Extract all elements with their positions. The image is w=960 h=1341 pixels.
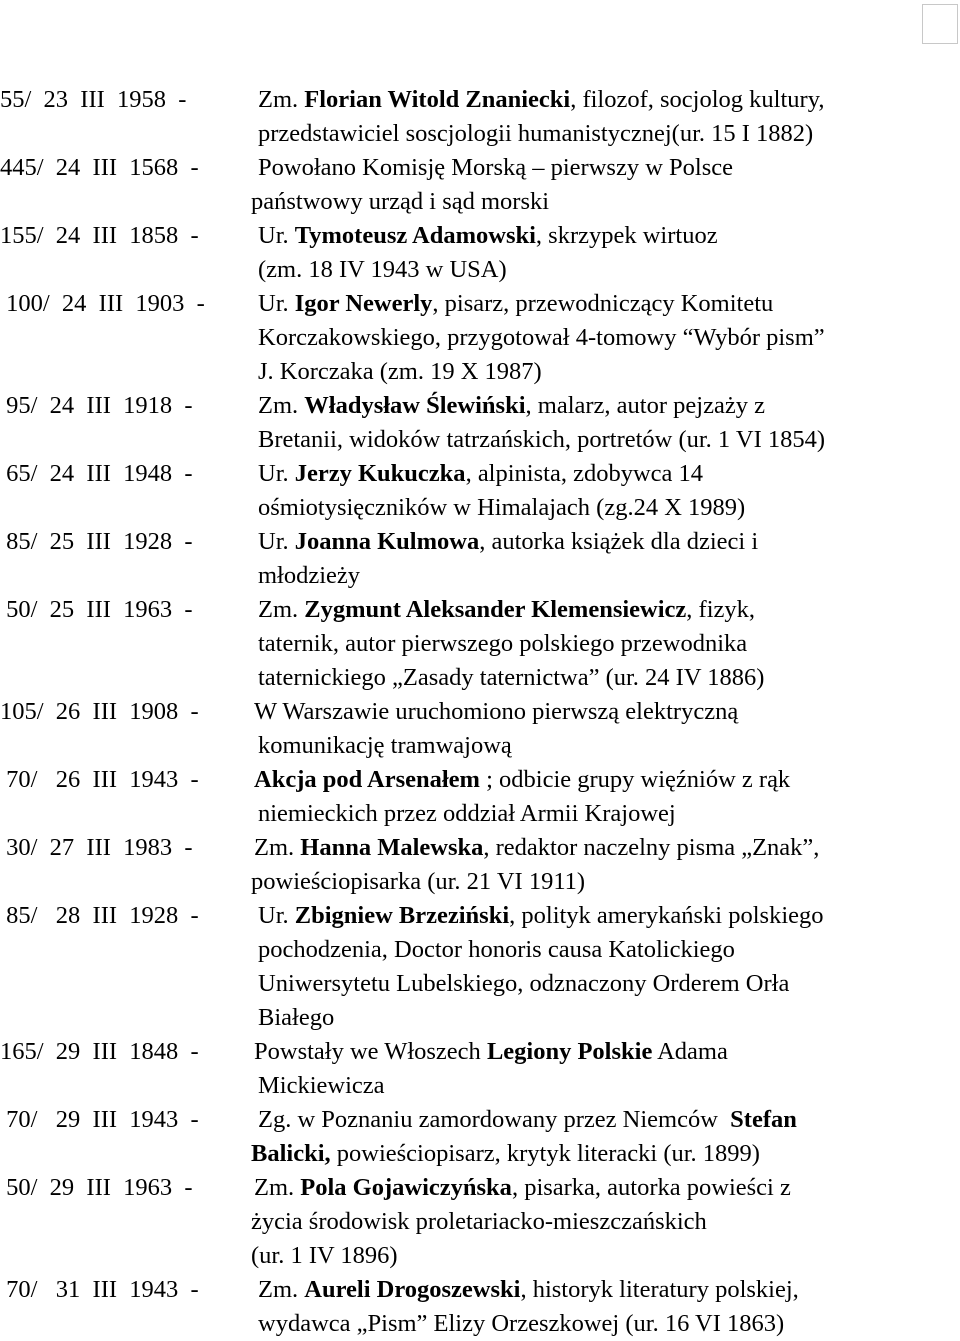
entry-5: 95/ 24 III 1918 - Zm. Władysław Ślewiński, malarz, autor pejzaży z Bretanii, widoków tatrzańskich, portretów (ur. 1 VI 1854) (0, 389, 960, 457)
entry-14: 70/ 29 III 1943 - Zg. w Poznaniu zamordowany przez Niemców Stefan Balicki, powieściopisarz, krytyk literacki (ur. 1899) (0, 1103, 960, 1171)
entry-date: 70/ 29 III 1943 - (0, 1106, 211, 1133)
person-name: Zbigniew Brzeziński (294, 902, 510, 929)
person-name: Stefan (730, 1106, 797, 1133)
entry-date: 100/ 24 III 1903 - (0, 290, 218, 317)
entry-date: 65/ 24 III 1948 - (0, 460, 205, 487)
entry-date: 30/ 27 III 1983 - (0, 834, 205, 861)
entry-6: 65/ 24 III 1948 - Ur. Jerzy Kukuczka, alpinista, zdobywca 14 ośmiotysięczników w Himalajach (zg.24 X 1989) (0, 457, 960, 525)
entry-13: 165/ 29 III 1848 - Powstały we Włoszech Legiony Polskie Adama Mickiewicza (0, 1035, 960, 1103)
person-name: Hanna Malewska (300, 834, 484, 861)
entries-list (0, 83, 960, 1341)
person-name: Tymoteusz Adamowski (294, 222, 536, 249)
person-name: Pola Gojawiczyńska (300, 1174, 512, 1201)
entry-8: 50/ 25 III 1963 - Zm. Zygmunt Aleksander Klemensiewicz, fizyk, taternik, autor pierwszego polskiego przewodnika taternickiego „Zasady taternictwa” (ur. 24 IV 1886) (0, 593, 960, 695)
entry-15: 50/ 29 III 1963 - Zm. Pola Gojawiczyńska, pisarka, autorka powieści z życia środowisk proletariacko-mieszczańskich (ur. 1 IV 1896) (0, 1171, 960, 1273)
entry-1: 55/ 23 III 1958 - Zm. Florian Witold Znaniecki, filozof, socjolog kultury, przedstawiciel soscjologii humanistycznej(ur. 15 I 1882) (0, 83, 960, 151)
person-name: Aureli Drogoszewski (304, 1276, 521, 1303)
person-name: Zygmunt Aleksander Klemensiewicz (304, 596, 687, 623)
entry-3: 155/ 24 III 1858 - Ur. Tymoteusz Adamowski, skrzypek wirtuoz (zm. 18 IV 1943 w USA) (0, 219, 960, 287)
entry-date: 50/ 29 III 1963 - (0, 1174, 205, 1201)
entry-date: 85/ 28 III 1928 - (0, 902, 211, 929)
entry-date: 105/ 26 III 1908 - (0, 698, 211, 725)
entry-9: 105/ 26 III 1908 - W Warszawie uruchomiono pierwszą elektryczną komunikację tramwajową (0, 695, 960, 763)
entry-date: 50/ 25 III 1963 - (0, 596, 205, 623)
entry-date: 165/ 29 III 1848 - (0, 1038, 211, 1065)
person-name: Władysław Ślewiński (304, 392, 526, 419)
entry-12: 85/ 28 III 1928 - Ur. Zbigniew Brzeziński, polityk amerykański polskiego pochodzenia, Doctor honoris causa Katolickiego Uniwersytetu Lubelskiego, odznaczony Orderem Orła Białego (0, 899, 960, 1035)
entry-date: 55/ 23 III 1958 - (0, 86, 199, 113)
entry-date: 70/ 26 III 1943 - (0, 766, 211, 793)
entry-date: 85/ 25 III 1928 - (0, 528, 205, 555)
entry-date: 445/ 24 III 1568 - (0, 154, 211, 181)
corner-box (922, 4, 958, 44)
person-name: Florian Witold Znaniecki (304, 86, 571, 113)
entry-7: 85/ 25 III 1928 - Ur. Joanna Kulmowa, autorka książek dla dzieci i młodzieży (0, 525, 960, 593)
person-name: Igor Newerly (294, 290, 433, 317)
person-name: Jerzy Kukuczka (294, 460, 466, 487)
entry-10: 70/ 26 III 1943 - Akcja pod Arsenałem ; odbicie grupy więźniów z rąk niemieckich przez oddział Armii Krajowej (0, 763, 960, 831)
entry-date: 155/ 24 III 1858 - (0, 222, 211, 249)
entry-2: 445/ 24 III 1568 - Powołano Komisję Morską – pierwszy w Polsce państwowy urząd i sąd morski (0, 151, 960, 219)
person-name: Joanna Kulmowa (294, 528, 480, 555)
entry-date: 95/ 24 III 1918 - (0, 392, 205, 419)
person-name: Balicki, (251, 1140, 331, 1167)
event-name: Akcja pod Arsenałem (254, 766, 480, 793)
entry-4: 100/ 24 III 1903 - Ur. Igor Newerly, pisarz, przewodniczący Komitetu Korczakowskiego, przygotował 4-tomowy “Wybór pism” J. Korczaka (zm. 19 X 1987) (0, 287, 960, 389)
entry-16: 70/ 31 III 1943 - Zm. Aureli Drogoszewski, historyk literatury polskiej, wydawca „Pism” Elizy Orzeszkowej (ur. 16 VI 1863) (0, 1273, 960, 1341)
event-name: Legiony Polskie (486, 1038, 653, 1065)
entry-date: 70/ 31 III 1943 - (0, 1276, 211, 1303)
entry-11: 30/ 27 III 1983 - Zm. Hanna Malewska, redaktor naczelny pisma „Znak”, powieściopisarka (ur. 21 VI 1911) (0, 831, 960, 899)
